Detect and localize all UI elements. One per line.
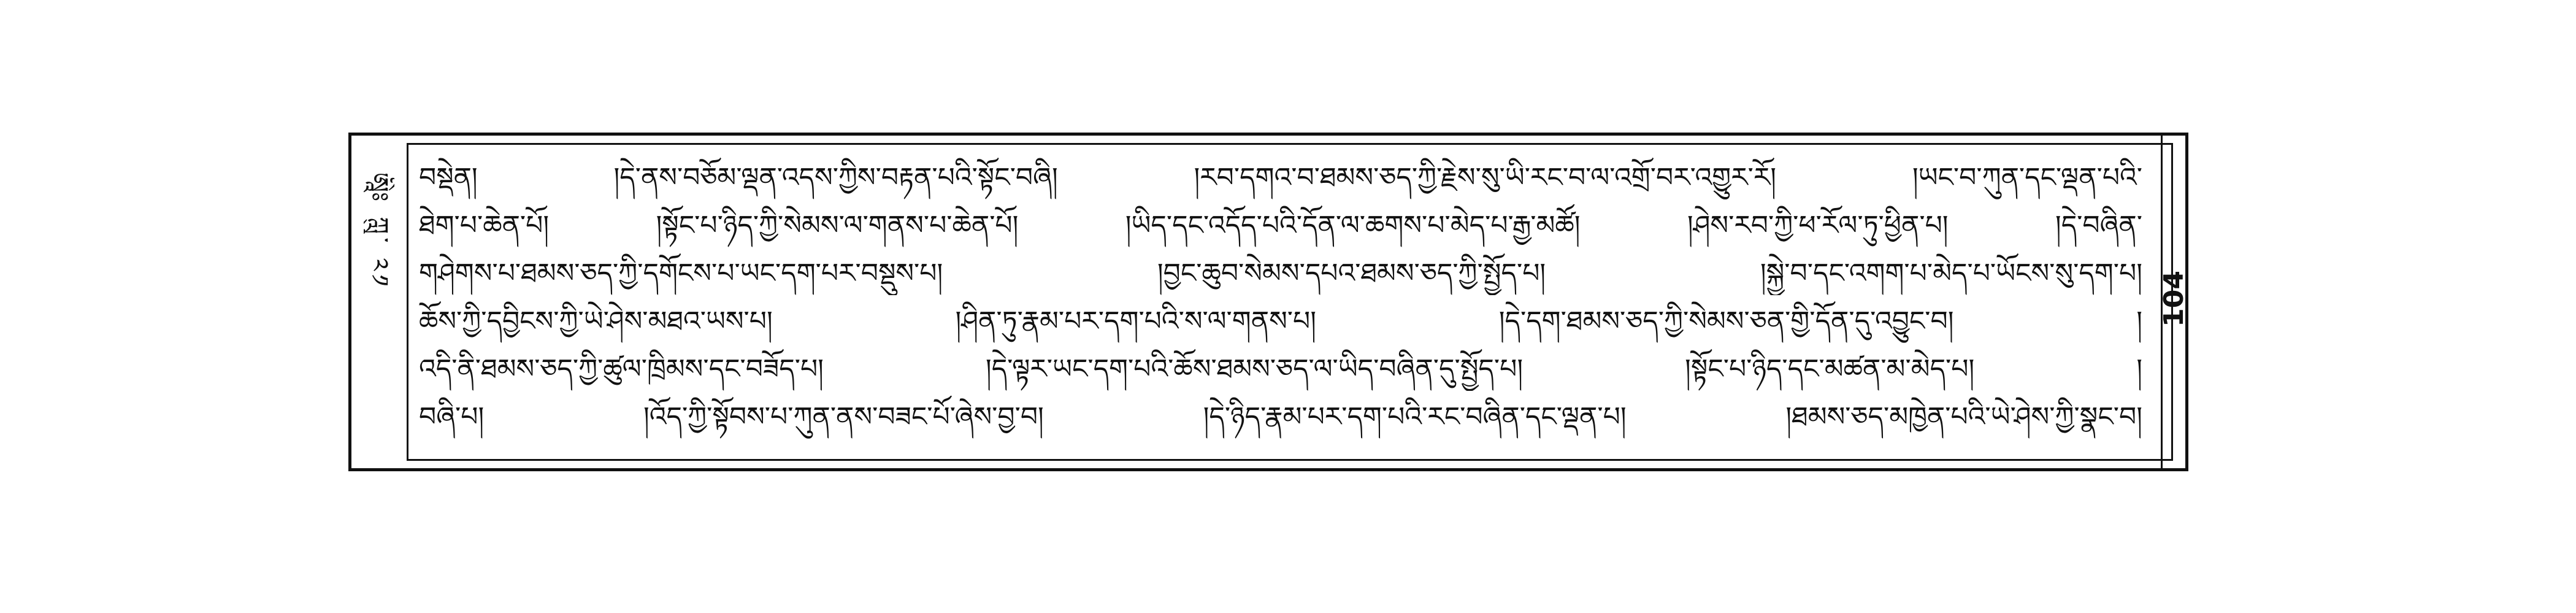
left-margin [351,136,407,468]
text-line: ཐེག་པ་ཆེན་པོ། །སྟོང་པ་ཉིད་ཀྱི་སེམས་ལ་གནས་པ་ཆེན་པོ། །ཡིད་དང་འདོད་པའི་དོན་ལ་ཆགས་པ་མེད་པ་རྒྱ་མཚོ། །ཤེས་རབ་ཀྱི་ཕ་རོལ་ཏུ་ཕྱིན་པ། །དེ་བཞིན་ [419,210,2142,241]
text-line: འདི་ནི་ཐམས་ཅད་ཀྱི་ཚུལ་ཁྲིམས་དང་བཟོད་པ། །དེ་ལྟར་ཡང་དག་པའི་ཆོས་ཐམས་ཅད་ལ་ཡིད་བཞིན་དུ་སྤྱོད་པ། །སྟོང་པ་ཉིད་དང་མཚན་མ་མེད་པ། ། [419,353,2142,385]
text-line: ཆོས་ཀྱི་དབྱིངས་ཀྱི་ཡེ་ཤེས་མཐའ་ཡས་པ། །ཤིན་ཏུ་རྣམ་པར་དག་པའི་ས་ལ་གནས་པ། །དེ་དག་ཐམས་ཅད་ཀྱི་སེམས་ཅན་གྱི་དོན་དུ་འབྱུང་བ། ། [419,306,2142,337]
page-number: 104 [2158,271,2190,327]
text-block [419,156,2142,461]
right-margin [2158,136,2190,468]
text-line: བཞི་པ། །འོད་ཀྱི་སྟོབས་པ་ཀུན་ནས་བཟང་པོ་ཞེས་བྱ་བ། །དེ་ཉིད་རྣམ་པར་དག་པའི་རང་བཞིན་དང་ལྡན་པ། །ཐམས་ཅད་མཁྱེན་པའི་ཡེ་ཤེས་ཀྱི་སྣང་བ། [419,401,2142,433]
pecha-folio [348,133,2188,471]
text-line: བསྡེན། །དེ་ནས་བཅོམ་ལྡན་འདས་ཀྱིས་བརྟན་པའི་སྟོང་བཞི། །རབ་དགའ་བ་ཐམས་ཅད་ཀྱི་རྗེས་སུ་ཡི་རང་བ་ལ་འགྲོ་བར་འགྱུར་རོ། །ཡང་བ་ཀུན་དང་ལྡན་པའི་ [419,162,2142,193]
margin-label: ཨཱིཿ ཀླུ་ ༢༡ [365,172,393,290]
text-line: གཤེགས་པ་ཐམས་ཅད་ཀྱི་དགོངས་པ་ཡང་དག་པར་བསྡུས་པ། །བྱང་ཆུབ་སེམས་དཔའ་ཐམས་ཅད་ཀྱི་སྤྱོད་པ། །སྐྱེ་བ་དང་འགག་པ་མེད་པ་ཡོངས་སུ་དག་པ། [419,258,2142,289]
